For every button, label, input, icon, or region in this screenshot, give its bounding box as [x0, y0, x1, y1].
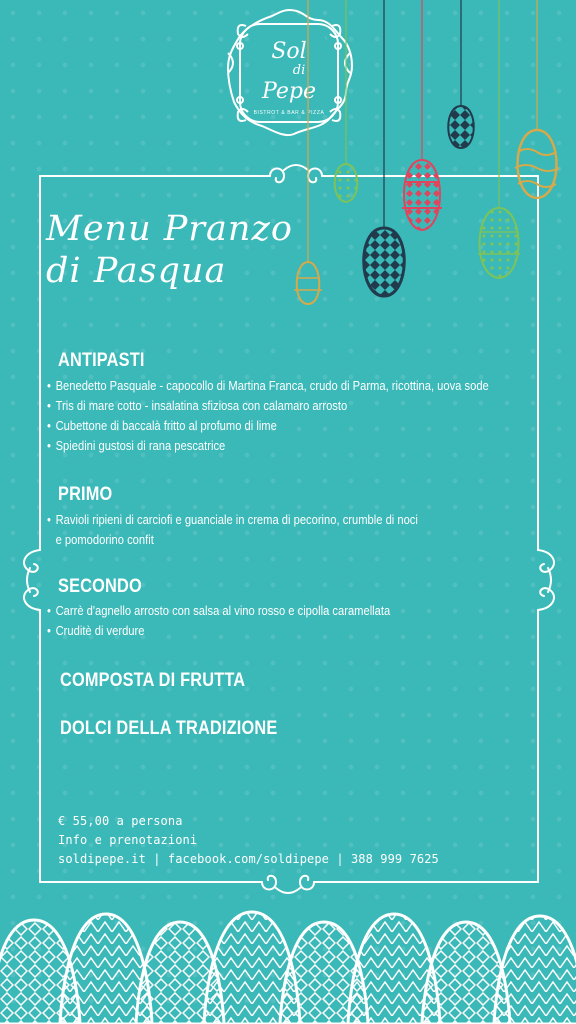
- menu-title-line2: di Pasqua: [46, 251, 227, 291]
- contacts-text: soldipepe.it | facebook.com/soldipepe | 388 999 7625: [58, 852, 439, 866]
- list-item: • Benedetto Pasquale - capocollo di Martina Franca, crudo di Parma, ricottina, uova sode: [47, 378, 489, 393]
- reservation-text: Info e prenotazioni: [58, 833, 198, 847]
- menu-title: [46, 208, 293, 292]
- antipasti-item-4: Spiedini gustosi di rana pescatrice: [55, 438, 226, 453]
- logo-name-line1: Sol: [271, 39, 307, 64]
- antipasti-item-2: Tris di mare cotto - insalatina sfiziosa con calamaro arrosto: [55, 398, 348, 413]
- price-text: € 55,00 a persona: [58, 814, 183, 828]
- list-item: • Carrè d'agnello arrosto con salsa al vino rosso e cipolla caramellata: [47, 603, 391, 618]
- egg-green-small: [335, 164, 358, 202]
- antipasti-item-1: Benedetto Pasquale - capocollo di Martina Franca, crudo di Parma, ricottina, uova sode: [55, 378, 489, 393]
- bottom-easter-eggs: [0, 908, 576, 1024]
- egg-navy-small: [448, 106, 474, 148]
- list-item: • Cubettone di baccalà fritto al profumo di lime: [47, 418, 277, 433]
- egg-green-large: [478, 208, 520, 278]
- egg-red: [402, 160, 442, 230]
- secondo-list: [47, 601, 446, 641]
- antipasti-item-3: Cubettone di baccalà fritto al profumo di lime: [55, 418, 277, 433]
- list-item: • Ravioli ripieni di carciofi e guanciale in crema di pecorino, crumble di noci e pomodorino confit: [47, 510, 418, 550]
- egg-navy-large: [364, 228, 405, 296]
- section-composta-title: COMPOSTA DI FRUTTA: [60, 670, 246, 691]
- section-antipasti-title: ANTIPASTI: [58, 350, 145, 371]
- bottom-egg: [494, 916, 576, 1024]
- list-item: • Cruditè di verdure: [47, 623, 145, 638]
- list-item: • Tris di mare cotto - insalatina sfiziosa con calamaro arrosto: [47, 398, 348, 413]
- egg-gold-small: [294, 262, 322, 304]
- logo-tagline: BISTROT & BAR & PIZZA: [253, 110, 325, 116]
- antipasti-list: [47, 376, 561, 456]
- footer-info: [58, 812, 439, 869]
- list-item: • Spiedini gustosi di rana pescatrice: [47, 438, 226, 453]
- logo-name-line2: di: [292, 63, 306, 78]
- section-secondo-title: SECONDO: [58, 576, 142, 597]
- menu-title-line1: Menu Pranzo: [46, 209, 293, 249]
- egg-gold-large: [515, 130, 559, 198]
- secondo-item-2: Cruditè di verdure: [55, 623, 145, 638]
- section-dolci-title: DOLCI DELLA TRADIZIONE: [60, 718, 278, 739]
- primo-list: [47, 510, 478, 550]
- primo-item-line2: e pomodorino confit: [55, 532, 154, 547]
- secondo-item-1: Carrè d'agnello arrosto con salsa al vino rosso e cipolla caramellata: [55, 603, 391, 618]
- section-primo-title: PRIMO: [58, 484, 113, 505]
- logo-name-line3: Pepe: [262, 79, 316, 104]
- primo-item-line1: Ravioli ripieni di carciofi e guanciale in crema di pecorino, crumble di noci: [55, 512, 418, 527]
